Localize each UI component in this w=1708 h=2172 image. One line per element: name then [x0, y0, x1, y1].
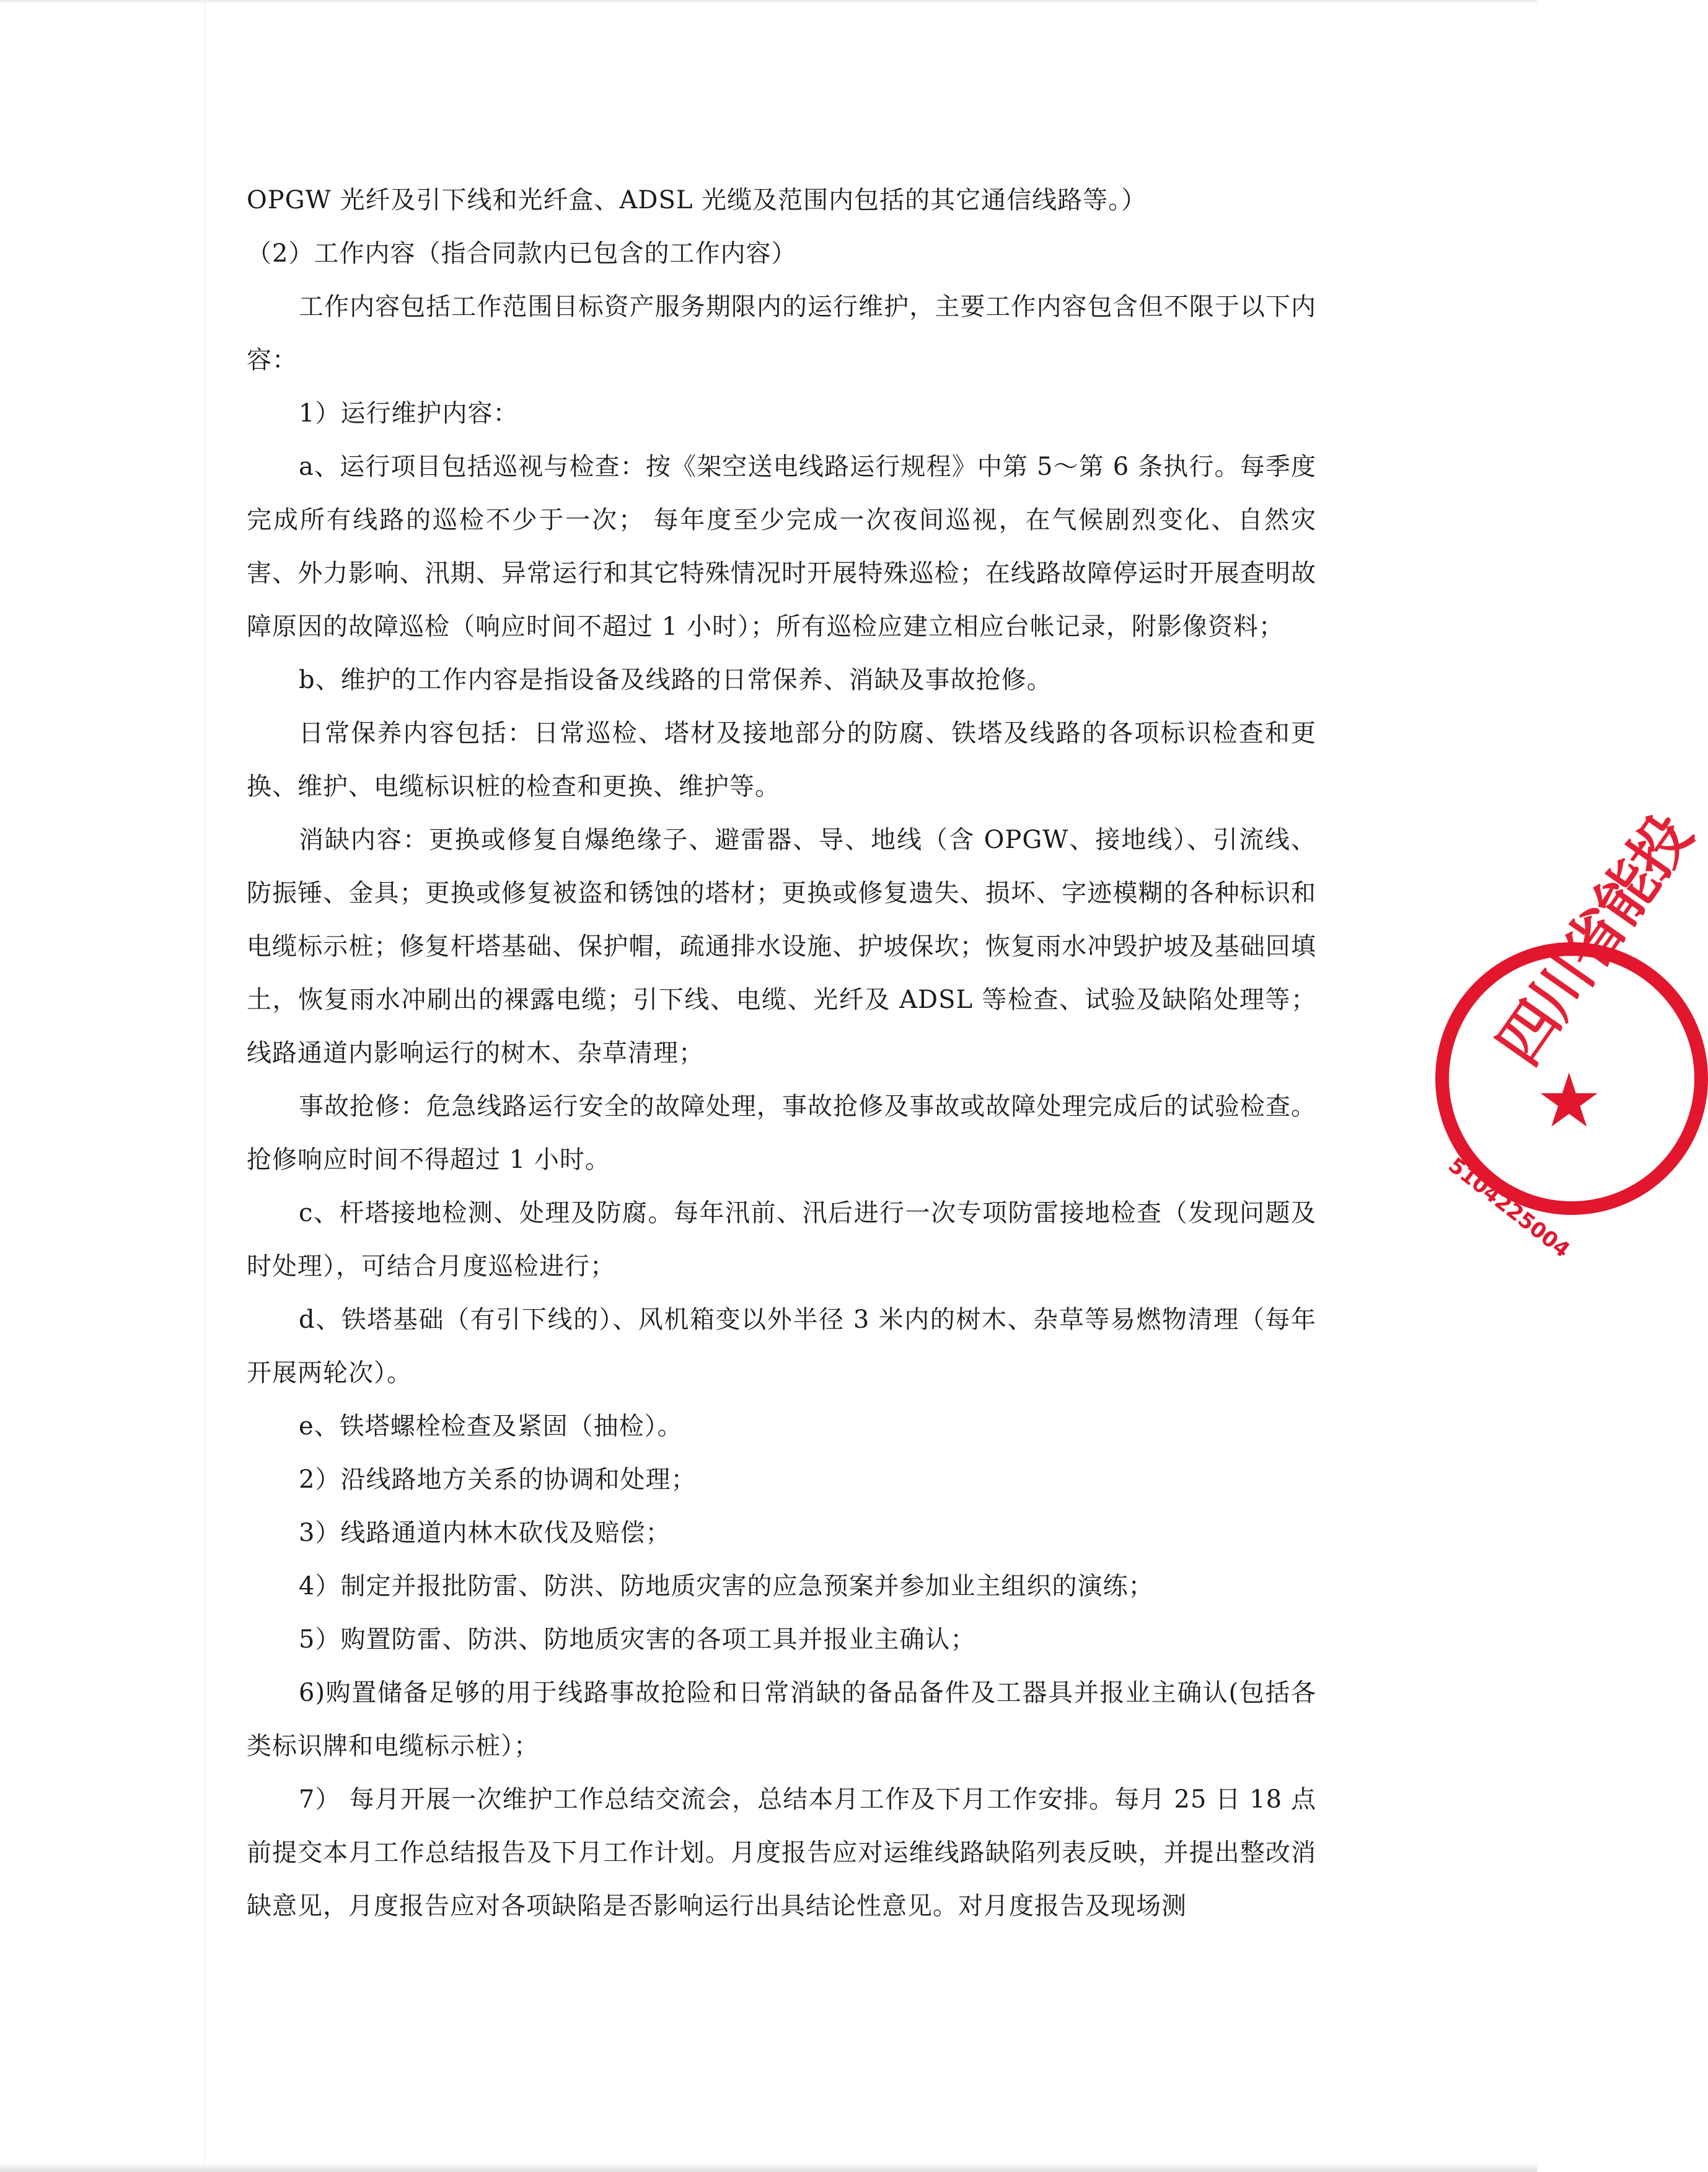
paragraph-18: 7） 每月开展一次维护工作总结交流会，总结本月工作及下月工作安排。每月 25 日 18 点前提交本月工作总结报告及下月工作计划。月度报告应对运维线路缺陷列表反映，并提出整改消缺意见，月度报告应对各项缺陷是否影响运行出具结论性意见。对月度报告及现场测 — [247, 1785, 1316, 1920]
scan-edge-bottom — [0, 2163, 1537, 2172]
paragraph-11: d、铁塔基础（有引下线的）、风机箱变以外半径 3 米内的树木、杂草等易燃物清理（每年开展两轮次）。 — [247, 1305, 1316, 1387]
company-seal — [1435, 803, 1708, 1263]
paragraph-17: 6)购置储备足够的用于线路事故抢险和日常消缺的备品备件及工器具并报业主确认(包括各类标识牌和电缆标示桩）； — [247, 1679, 1316, 1760]
paragraph-14: 3）线路通道内林木砍伐及赔偿； — [299, 1519, 671, 1547]
seal-code: 5104225004 — [1443, 1153, 1575, 1263]
paragraph-5: a、运行项目包括巡视与检查：按《架空送电线路运行规程》中第 5～第 6 条执行。每季度完成所有线路的巡检不少于一次； 每年度至少完成一次夜间巡视，在气候剧烈变化、自然灾害、外力影响、汛期、异常运行和其它特殊情况时开展特殊巡检；在线路故障停运时开展查明故障原因的故障巡检（响应时间不超过 1 小时）；所有巡检应建立相应台帐记录，附影像资料； — [247, 452, 1316, 641]
paragraph-13: 2）沿线路地方关系的协调和处理； — [299, 1465, 697, 1494]
paragraph-3: 工作内容包括工作范围目标资产服务期限内的运行维护，主要工作内容包含但不限于以下内容： — [247, 293, 1316, 374]
seal-star-icon: ★ — [1536, 1058, 1603, 1144]
paragraph-8: 消缺内容：更换或修复自爆绝缘子、避雷器、导、地线（含 OPGW、接地线）、引流线、防振锤、金具；更换或修复被盗和锈蚀的塔材；更换或修复遗失、损坏、字迹模糊的各种标识和电缆标示桩；修复杆塔基础、保护帽，疏通排水设施、护坡保坎；恢复雨水冲毁护坡及基础回填土，恢复雨水冲刷出的裸露电缆；引下线、电缆、光纤及 ADSL 等检查、试验及缺陷处理等；线路通道内影响运行的树木、杂草清理； — [247, 826, 1316, 1067]
document-body — [247, 174, 1316, 1933]
paragraph-15: 4）制定并报批防雷、防洪、防地质灾害的应急预案并参加业主组织的演练； — [299, 1572, 1154, 1600]
paragraph-7: 日常保养内容包括：日常巡检、塔材及接地部分的防腐、铁塔及线路的各项标识检查和更换、维护、电缆标识桩的检查和更换、维护等。 — [247, 719, 1316, 801]
seal-text: 四川省能投 — [1484, 803, 1704, 1077]
paragraph-4: 1）运行维护内容： — [299, 399, 519, 428]
paragraph-6: b、维护的工作内容是指设备及线路的日常保养、消缺及事故抢修。 — [299, 666, 1052, 694]
paragraph-9: 事故抢修：危急线路运行安全的故障处理，事故抢修及事故或故障处理完成后的试验检查。抢修响应时间不得超过 1 小时。 — [247, 1092, 1316, 1174]
scan-fold-line — [205, 0, 206, 2172]
paragraph-10: c、杆塔接地检测、处理及防腐。每年汛前、汛后进行一次专项防雷接地检查（发现问题及时处理），可结合月度巡检进行； — [247, 1199, 1316, 1281]
paragraph-2: （2）工作内容（指合同款内已包含的工作内容） — [247, 239, 797, 268]
paragraph-12: e、铁塔螺栓检查及紧固（抽检）。 — [299, 1412, 683, 1441]
scan-edge-top — [0, 0, 1537, 4]
paragraph-1: OPGW 光纤及引下线和光纤盒、ADSL 光缆及范围内包括的其它通信线路等。） — [247, 186, 1147, 214]
paragraph-16: 5）购置防雷、防洪、防地质灾害的各项工具并报业主确认； — [299, 1625, 976, 1654]
